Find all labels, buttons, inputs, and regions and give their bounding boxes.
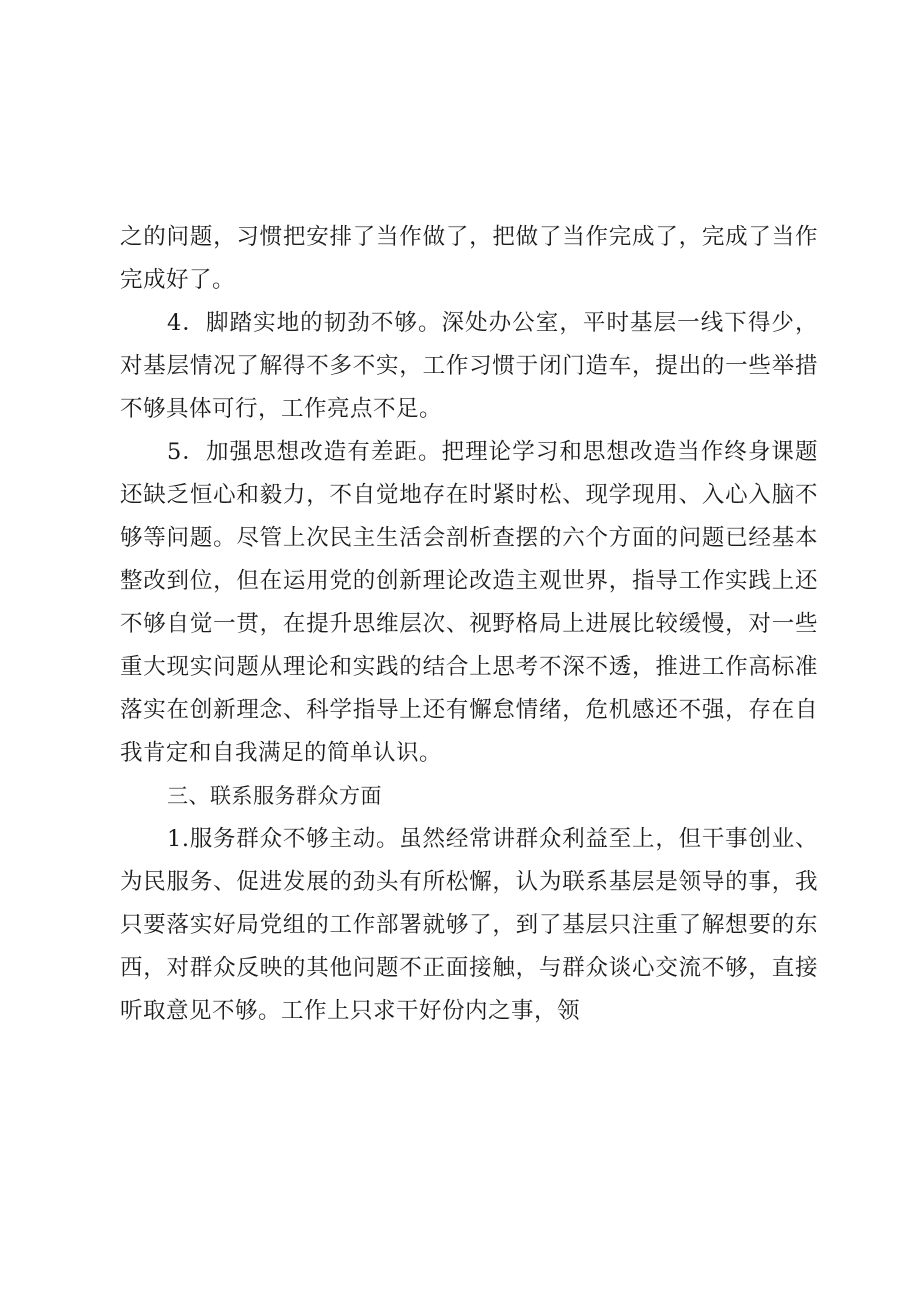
document-body — [120, 216, 818, 1033]
section-heading-3: 三、联系服务群众方面 — [167, 784, 382, 808]
paragraph-item-5: 5．加强思想改造有差距。把理论学习和思想改造当作终身课题还缺乏恒心和毅力，不自觉地存在时紧时松、现学现用、入心入脑不够等问题。尽管上次民主生活会剖析查摆的六个方面的问题已经基本整改到位，但在运用党的创新理论改造主观世界，指导工作实践上还不够自觉一贯，在提升思维层次、视野格局上进展比较缓慢，对一些重大现实问题从理论和实践的结合上思考不深不透，推进工作高标准落实在创新理念、科学指导上还有懈怠情绪，危机感还不强，存在自我肯定和自我满足的简单认识。 — [120, 439, 818, 766]
paragraph-item-4: 4．脚踏实地的韧劲不够。深处办公室，平时基层一线下得少，对基层情况了解得不多不实，工作习惯于闭门造车，提出的一些举措不够具体可行，工作亮点不足。 — [120, 310, 818, 422]
paragraph-item-1: 1.服务群众不够主动。虽然经常讲群众利益至上，但干事创业、为民服务、促进发展的劲头有所松懈，认为联系基层是领导的事，我只要落实好局党组的工作部署就够了，到了基层只注重了解想要的东西，对群众反映的其他问题不正面接触，与群众谈心交流不够，直接听取意见不够。工作上只求干好份内之事，领 — [120, 826, 818, 1024]
paragraph-continuation: 之的问题，习惯把安排了当作做了，把做了当作完成了，完成了当作完成好了。 — [120, 224, 818, 293]
